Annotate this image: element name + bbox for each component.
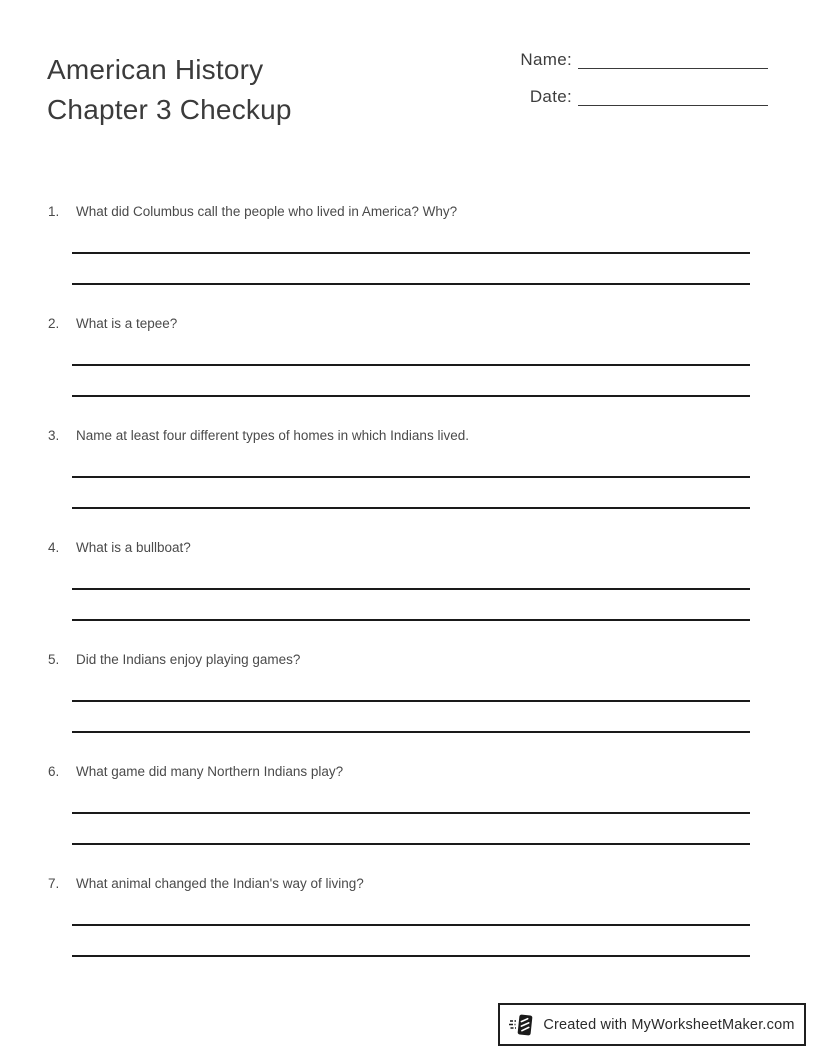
answer-line <box>72 843 750 845</box>
flying-worksheet-icon <box>509 1012 535 1038</box>
badge-text: Created with MyWorksheetMaker.com <box>543 1016 795 1033</box>
question-text: Did the Indians enjoy playing games? <box>76 652 301 667</box>
answer-line <box>72 924 750 926</box>
question-number: 1. <box>48 204 60 219</box>
question-item-7 <box>47 874 750 957</box>
answer-line <box>72 700 750 702</box>
question-text: What animal changed the Indian's way of living? <box>76 876 364 891</box>
name-date-block <box>510 50 768 124</box>
answer-line <box>72 507 750 509</box>
question-number: 6. <box>48 764 60 779</box>
question-text: Name at least four different types of homes in which Indians lived. <box>76 428 469 443</box>
name-row <box>510 50 768 71</box>
question-item-1 <box>47 202 750 285</box>
question-number: 7. <box>48 876 60 891</box>
question-item-5 <box>47 650 750 733</box>
date-label: Date: <box>529 87 572 106</box>
header <box>47 48 750 177</box>
name-label: Name: <box>520 50 572 69</box>
name-blank-line <box>578 68 768 69</box>
question-text: What game did many Northern Indians play? <box>76 764 344 779</box>
answer-line <box>72 731 750 733</box>
question-text: What is a tepee? <box>76 316 178 331</box>
question-list <box>47 202 750 957</box>
answer-line <box>72 283 750 285</box>
date-row <box>510 87 768 108</box>
question-number: 4. <box>48 540 60 555</box>
question-item-3 <box>47 426 750 509</box>
answer-line <box>72 364 750 366</box>
answer-line <box>72 588 750 590</box>
question-item-4 <box>47 538 750 621</box>
answer-line <box>72 252 750 254</box>
question-number: 3. <box>48 428 60 443</box>
question-number: 2. <box>48 316 60 331</box>
answer-line <box>72 955 750 957</box>
answer-line <box>72 812 750 814</box>
question-text: What did Columbus call the people who lived in America? Why? <box>76 204 458 219</box>
answer-line <box>72 395 750 397</box>
title-line-1: American History <box>47 54 264 85</box>
worksheet-maker-badge[interactable] <box>498 1003 806 1046</box>
answer-line <box>72 476 750 478</box>
question-number: 5. <box>48 652 60 667</box>
answer-line <box>72 619 750 621</box>
question-item-2 <box>47 314 750 397</box>
date-blank-line <box>578 105 768 106</box>
question-item-6 <box>47 762 750 845</box>
question-text: What is a bullboat? <box>76 540 191 555</box>
title-line-2: Chapter 3 Checkup <box>47 94 292 125</box>
